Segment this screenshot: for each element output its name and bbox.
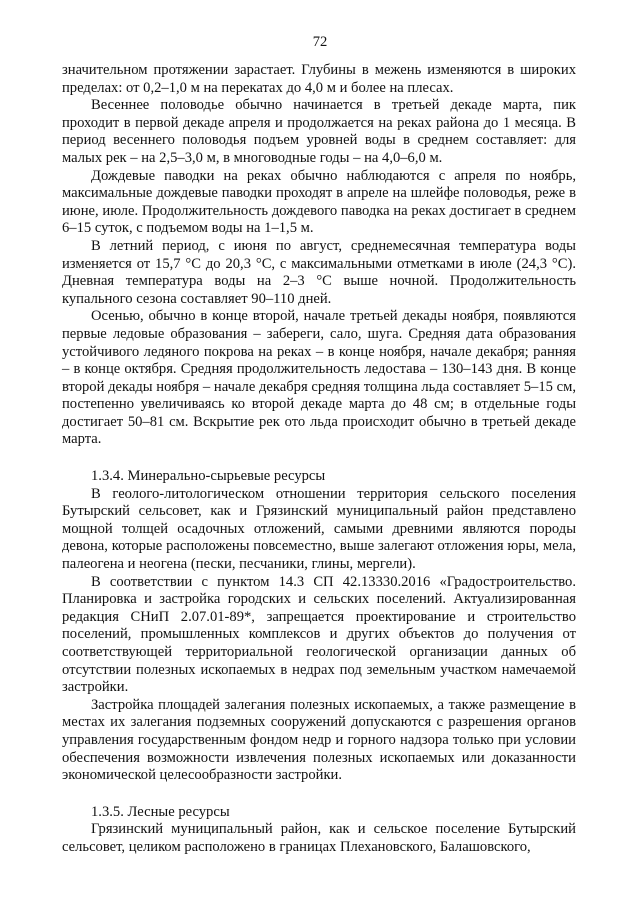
page-number: 72 bbox=[312, 34, 328, 50]
paragraph: Осенью, обычно в конце второй, начале третьей декады ноября, появляются первые ледовые образования – забереги, сало, шуга. Средняя дата образования устойчивого ледяного покрова на реках – в конце ноября, начале декабря; ранняя – в конце октября. Средняя продолжительность ледостава – 130–143 дня. В конце второй декады ноября – начале декабря средняя толщина льда составляет 5–15 см, постепенно увеличиваясь ко второй декаде марта до 48 см; в отдельные годы достигает 50–81 см. Вскрытие рек ото льда происходит обычно в третьей декаде марта. bbox=[62, 308, 576, 448]
paragraph: В летний период, с июня по август, среднемесячная температура воды изменяется от 15,7 °С до 20,3 °С, с максимальными отметками в июле (24,3 °С). Дневная температура воды на 2–3 °С выше ночной. Продолжительность купального сезона составляет 90–110 дней. bbox=[62, 237, 576, 307]
section-heading-forest-resources: 1.3.5. Лесные ресурсы bbox=[91, 803, 230, 820]
section-heading-mineral-resources: 1.3.4. Минерально-сырьевые ресурсы bbox=[91, 468, 326, 485]
paragraph: Весеннее половодье обычно начинается в третьей декаде марта, пик проходит в первой декаде апреля и продолжается на реках района до 1 месяца. В период весеннего половодья подъем уровней воды в среднем составляет: для малых рек – на 2,5–3,0 м, в многоводные годы – на 4,0–6,0 м. bbox=[62, 97, 576, 166]
paragraph: значительном протяжении зарастает. Глубины в межень изменяются в широких пределах: от 0,2–1,0 м на перекатах до 4,0 м и более на плесах. bbox=[62, 62, 576, 96]
paragraph: В геолого-литологическом отношении территория сельского поселения Бутырский сельсовет, как и Грязинский муниципальный район представлено мощной толщей осадочных отложений, самыми древними являются породы девона, которые расположены повсеместно, выше залегают отложения юры, мела, палеогена и неогена (пески, песчаники, глины, мергели). bbox=[62, 485, 576, 573]
paragraph: Дождевые паводки на реках обычно наблюдаются с апреля по ноябрь, максимальные дождевые паводки проходят в апреле на шлейфе половодья, реже в июне, июле. Продолжительность дождевого паводка на реках достигает в среднем 6–15 суток, с подъемом воды на 1–1,5 м. bbox=[62, 167, 576, 237]
document-body bbox=[62, 62, 576, 857]
paragraph: В соответствии с пунктом 14.3 СП 42.13330.2016 «Градостроительство. Планировка и застройка городских и сельских поселений. Актуализированная редакция СНиП 2.07.01-89*, запрещается проектирование и строительство поселений, промышленных комплексов и других объектов до получения от соответствующей территориальной геологической организации данных об отсутствии полезных ископаемых в недрах под земельным участком намечаемой застройки. bbox=[62, 573, 576, 696]
paragraph: Грязинский муниципальный район, как и сельское поселение Бутырский сельсовет, целиком расположено в границах Плехановского, Балашовского, bbox=[62, 821, 576, 855]
paragraph: Застройка площадей залегания полезных ископаемых, а также размещение в местах их залегания подземных сооружений допускаются с разрешения органов управления государственным фондом недр и горного надзора только при условии обеспечения возможности извлечения полезных ископаемых или доказанности экономической целесообразности застройки. bbox=[62, 696, 576, 784]
